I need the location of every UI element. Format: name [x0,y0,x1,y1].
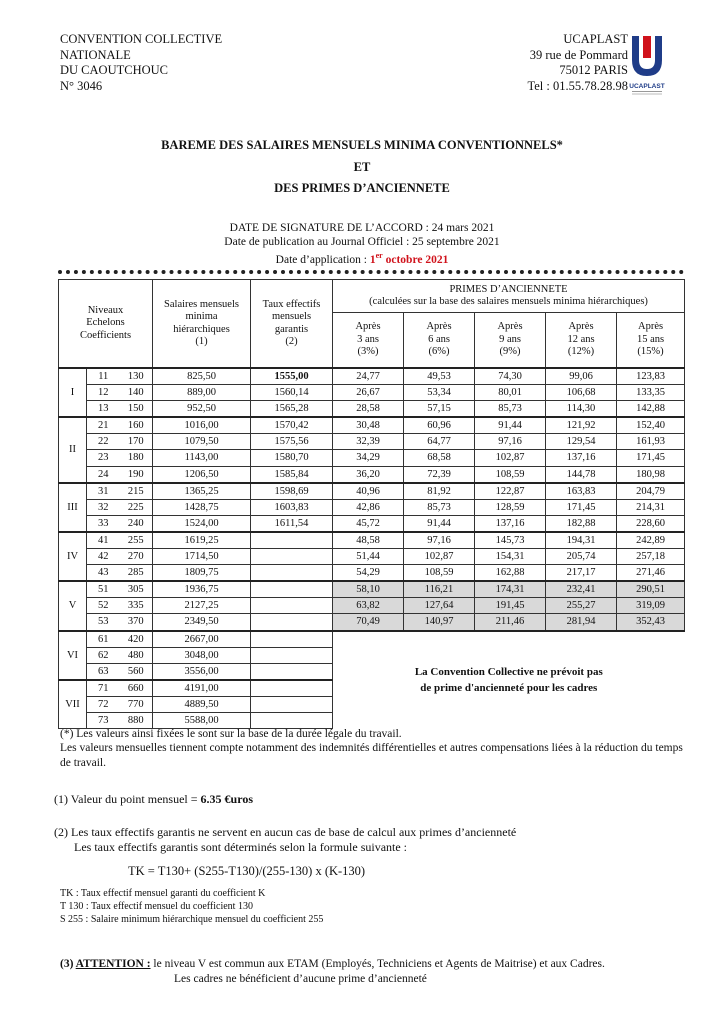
prime-cell: 91,44 [475,417,546,434]
salary-cell: 3048,00 [153,647,251,663]
prime-cell: 26,67 [333,385,404,401]
table-row [59,532,685,549]
taux-cell [251,565,333,582]
prime-cell: 116,21 [404,581,475,598]
head-salary: Salaires mensuels minima hiérarchiques (1) [153,280,251,369]
level-cell: II [59,417,87,482]
prime-cell: 53,34 [404,385,475,401]
prime-cell: 255,27 [546,598,617,614]
salary-cell: 1143,00 [153,450,251,466]
prime-cell: 30,48 [333,417,404,434]
coefficient-cell: 130 [120,368,153,385]
taux-cell: 1570,42 [251,417,333,434]
prime-cell: 49,53 [404,368,475,385]
table-row [59,368,685,385]
taux-cell [251,663,333,680]
table-row [59,499,685,515]
prime-cell: 211,46 [475,614,546,631]
echelon-cell: 61 [87,631,120,648]
prime-cell: 163,83 [546,483,617,500]
echelon-cell: 33 [87,515,120,532]
prime-cell: 40,96 [333,483,404,500]
taux-cell [251,680,333,697]
coefficient-cell: 240 [120,515,153,532]
header-right-line: UCAPLAST [563,32,628,46]
prime-cell: 214,31 [617,499,685,515]
prime-cell: 162,88 [475,565,546,582]
taux-cell [251,696,333,712]
prime-cell: 60,96 [404,417,475,434]
header-right-line: 75012 PARIS [559,63,628,77]
prime-cell: 42,86 [333,499,404,515]
echelon-cell: 52 [87,598,120,614]
prime-cell: 58,10 [333,581,404,598]
prime-cell: 129,54 [546,434,617,450]
prime-cell: 191,45 [475,598,546,614]
salary-cell: 1714,50 [153,549,251,565]
table-row [59,515,685,532]
header-left-line: CONVENTION COLLECTIVE [60,32,223,46]
prime-cell: 108,59 [475,466,546,483]
taux-cell: 1580,70 [251,450,333,466]
coefficient-cell: 150 [120,401,153,418]
table-row [59,466,685,483]
prime-cell: 205,74 [546,549,617,565]
echelon-cell: 21 [87,417,120,434]
coefficient-cell: 140 [120,385,153,401]
application-date [0,249,724,267]
table-row [59,401,685,418]
prime-cell: 32,39 [333,434,404,450]
prime-cell: 70,49 [333,614,404,631]
prime-cell: 97,16 [404,532,475,549]
prime-cell: 102,87 [404,549,475,565]
table-row [59,483,685,500]
echelon-cell: 24 [87,466,120,483]
taux-cell [251,532,333,549]
taux-cell: 1585,84 [251,466,333,483]
prime-cell: 228,60 [617,515,685,532]
prime-cell: 281,94 [546,614,617,631]
header-left [60,32,222,94]
legend-t130: T 130 : Taux effectif mensuel du coefficient 130 [60,901,253,912]
title-line-3: DES PRIMES D’ANCIENNETE [274,181,450,195]
taux-line-2: Les taux effectifs garantis sont déterminés selon la formule suivante : [74,840,408,854]
echelon-cell: 11 [87,368,120,385]
prime-cell: 121,92 [546,417,617,434]
coefficient-cell: 160 [120,417,153,434]
prime-cell: 81,92 [404,483,475,500]
echelon-cell: 31 [87,483,120,500]
prime-cell: 174,31 [475,581,546,598]
prime-cell: 133,35 [617,385,685,401]
salary-cell: 952,50 [153,401,251,418]
taux-cell: 1575,56 [251,434,333,450]
coefficient-cell: 170 [120,434,153,450]
table-row [59,549,685,565]
application-day: 1 [369,253,376,266]
coefficient-cell: 770 [120,696,153,712]
salary-cell: 1936,75 [153,581,251,598]
echelon-cell: 73 [87,712,120,728]
taux-cell: 1603,83 [251,499,333,515]
table-row [59,598,685,614]
prime-cell: 271,46 [617,565,685,582]
coefficient-cell: 480 [120,647,153,663]
taux-cell: 1611,54 [251,515,333,532]
attention-label: ATTENTION : [75,958,151,970]
prime-col-6: Après 6 ans (6%) [404,313,475,369]
prime-cell: 161,93 [617,434,685,450]
formula: TK = T130+ (S255-T130)/(255-130) x (K-130) [128,864,366,878]
signature-date: DATE DE SIGNATURE DE L’ACCORD : 24 mars 2021 [229,222,495,234]
prime-cell: 102,87 [475,450,546,466]
prime-cell: 106,68 [546,385,617,401]
attention-line-2: Les cadres ne bénéficient d’aucune prime d’ancienneté [174,973,427,985]
point-value: 6.35 €uros [200,792,253,806]
prime-cell: 137,16 [475,515,546,532]
coefficient-cell: 560 [120,663,153,680]
header-right-line: 39 rue de Pommard [529,47,628,62]
coefficient-cell: 370 [120,614,153,631]
taux-cell [251,549,333,565]
table-row [59,417,685,434]
prime-col-12: Après 12 ans (12%) [546,313,617,369]
prime-cell: 204,79 [617,483,685,500]
salary-cell: 3556,00 [153,663,251,680]
legend-s255: S 255 : Salaire minimum hiérarchique mensuel du coefficient 255 [60,914,324,925]
prime-col-15: Après 15 ans (15%) [617,313,685,369]
prime-cell: 352,43 [617,614,685,631]
salary-table [58,279,685,729]
prime-cell: 45,72 [333,515,404,532]
echelon-cell: 72 [87,696,120,712]
prime-cell: 24,77 [333,368,404,385]
ucaplast-logo [624,34,670,96]
prime-cell: 142,88 [617,401,685,418]
prime-cell: 242,89 [617,532,685,549]
echelon-cell: 43 [87,565,120,582]
salary-cell: 825,50 [153,368,251,385]
salary-cell: 889,00 [153,385,251,401]
prime-cell: 85,73 [475,401,546,418]
salary-cell: 2667,00 [153,631,251,648]
header-right [527,32,628,94]
application-rest: octobre 2021 [382,253,449,266]
salary-cell: 1016,00 [153,417,251,434]
coefficient-cell: 420 [120,631,153,648]
application-sup: er [375,251,383,260]
table-row [59,631,685,648]
title-line-1: BAREME DES SALAIRES MENSUELS MINIMA CONVENTIONNELS* [161,138,563,152]
prime-cell: 128,59 [475,499,546,515]
taux-cell: 1555,00 [251,368,333,385]
note-asterisk: (*) Les valeurs ainsi fixées le sont sur la base de la durée légale du travail. [60,728,402,740]
level-cell: III [59,483,87,532]
header-right-line: Tel : 01.55.78.28.98 [527,78,628,93]
salary-cell: 1619,25 [153,532,251,549]
echelon-cell: 51 [87,581,120,598]
header-left-line: NATIONALE [60,47,131,62]
prime-cell: 36,20 [333,466,404,483]
coefficient-cell: 180 [120,450,153,466]
prime-cell: 122,87 [475,483,546,500]
taux-cell [251,647,333,663]
coefficient-cell: 255 [120,532,153,549]
prime-cell: 91,44 [404,515,475,532]
echelon-cell: 42 [87,549,120,565]
prime-cell: 74,30 [475,368,546,385]
table-row [59,434,685,450]
prime-cell: 152,40 [617,417,685,434]
table-row [59,581,685,598]
taux-line-1: (2) Les taux effectifs garantis ne servent en aucun cas de base de calcul aux primes d’ancienneté [54,825,517,839]
level-cell: VI [59,631,87,680]
salary-cell: 1809,75 [153,565,251,582]
prime-cell: 51,44 [333,549,404,565]
prime-col-9: Après 9 ans (9%) [475,313,546,369]
echelon-cell: 62 [87,647,120,663]
attention-note [60,957,605,972]
prime-cell: 64,77 [404,434,475,450]
svg-text:UCAPLAST: UCAPLAST [629,83,665,90]
prime-cell: 99,06 [546,368,617,385]
header-left-line: DU CAOUTCHOUC [60,63,168,77]
prime-cell: 232,41 [546,581,617,598]
dotted-divider [58,270,684,274]
point-label: (1) Valeur du point mensuel = [54,792,201,806]
prime-cell: 57,15 [404,401,475,418]
level-cell: I [59,368,87,417]
cadres-note: La Convention Collective ne prévoit pas de prime d'ancienneté pour les cadres [333,631,685,729]
prime-cell: 72,39 [404,466,475,483]
table-row [59,450,685,466]
taux-cell: 1560,14 [251,385,333,401]
head-taux: Taux effectifs mensuels garantis (2) [251,280,333,369]
table-row [59,385,685,401]
echelon-cell: 13 [87,401,120,418]
coefficient-cell: 335 [120,598,153,614]
coefficient-cell: 190 [120,466,153,483]
attention-text: le niveau V est commun aux ETAM (Employés, Techniciens et Agents de Maitrise) et aux Cadres. [150,958,605,970]
coefficient-cell: 270 [120,549,153,565]
coefficient-cell: 285 [120,565,153,582]
coefficient-cell: 880 [120,712,153,728]
salary-cell: 2349,50 [153,614,251,631]
head-levels: Niveaux Echelons Coefficients [59,280,153,369]
level-cell: VII [59,680,87,729]
salary-cell: 1206,50 [153,466,251,483]
taux-cell [251,631,333,648]
header-left-line: N° 3046 [60,78,103,93]
echelon-cell: 23 [87,450,120,466]
prime-cell: 257,18 [617,549,685,565]
prime-col-3: Après 3 ans (3%) [333,313,404,369]
coefficient-cell: 215 [120,483,153,500]
title-line-2: ET [353,160,371,174]
attention-num: (3) [60,958,76,970]
taux-cell [251,581,333,598]
prime-cell: 85,73 [404,499,475,515]
table-row [59,565,685,582]
level-cell: V [59,581,87,630]
prime-cell: 180,98 [617,466,685,483]
prime-cell: 140,97 [404,614,475,631]
prime-cell: 182,88 [546,515,617,532]
salary-cell: 4889,50 [153,696,251,712]
taux-cell: 1598,69 [251,483,333,500]
prime-cell: 114,30 [546,401,617,418]
echelon-cell: 12 [87,385,120,401]
prime-cell: 54,29 [333,565,404,582]
echelon-cell: 32 [87,499,120,515]
prime-cell: 194,31 [546,532,617,549]
prime-cell: 171,45 [617,450,685,466]
table-row [59,614,685,631]
note-mensuelles: Les valeurs mensuelles tiennent compte notamment des indemnités différentielles et autres compensations liées à la réduction du temps de travail. [60,742,683,769]
echelon-cell: 22 [87,434,120,450]
prime-cell: 127,64 [404,598,475,614]
prime-cell: 123,83 [617,368,685,385]
taux-cell: 1565,28 [251,401,333,418]
salary-cell: 1524,00 [153,515,251,532]
prime-cell: 171,45 [546,499,617,515]
echelon-cell: 41 [87,532,120,549]
salary-cell: 1428,75 [153,499,251,515]
prime-cell: 154,31 [475,549,546,565]
prime-cell: 137,16 [546,450,617,466]
echelon-cell: 71 [87,680,120,697]
prime-cell: 290,51 [617,581,685,598]
prime-cell: 28,58 [333,401,404,418]
prime-cell: 80,01 [475,385,546,401]
prime-cell: 217,17 [546,565,617,582]
prime-cell: 145,73 [475,532,546,549]
taux-cell [251,614,333,631]
taux-cell [251,598,333,614]
salary-cell: 1365,25 [153,483,251,500]
prime-cell: 97,16 [475,434,546,450]
prime-cell: 63,82 [333,598,404,614]
coefficient-cell: 305 [120,581,153,598]
application-label: Date d’application : [275,253,370,266]
point-note [54,792,253,807]
coefficient-cell: 660 [120,680,153,697]
prime-cell: 108,59 [404,565,475,582]
coefficient-cell: 225 [120,499,153,515]
prime-cell: 68,58 [404,450,475,466]
salary-cell: 1079,50 [153,434,251,450]
echelon-cell: 63 [87,663,120,680]
publication-date: Date de publication au Journal Officiel : 25 septembre 2021 [224,236,500,248]
salary-cell: 2127,25 [153,598,251,614]
salary-cell: 4191,00 [153,680,251,697]
salary-cell: 5588,00 [153,712,251,728]
prime-cell: 144,78 [546,466,617,483]
prime-cell: 319,09 [617,598,685,614]
level-cell: IV [59,532,87,581]
legend-tk: TK : Taux effectif mensuel garanti du coefficient K [60,888,266,899]
prime-cell: 48,58 [333,532,404,549]
echelon-cell: 53 [87,614,120,631]
head-primes: PRIMES D’ANCIENNETE (calculées sur la base des salaires mensuels minima hiérarchiques) [333,280,685,313]
prime-cell: 34,29 [333,450,404,466]
